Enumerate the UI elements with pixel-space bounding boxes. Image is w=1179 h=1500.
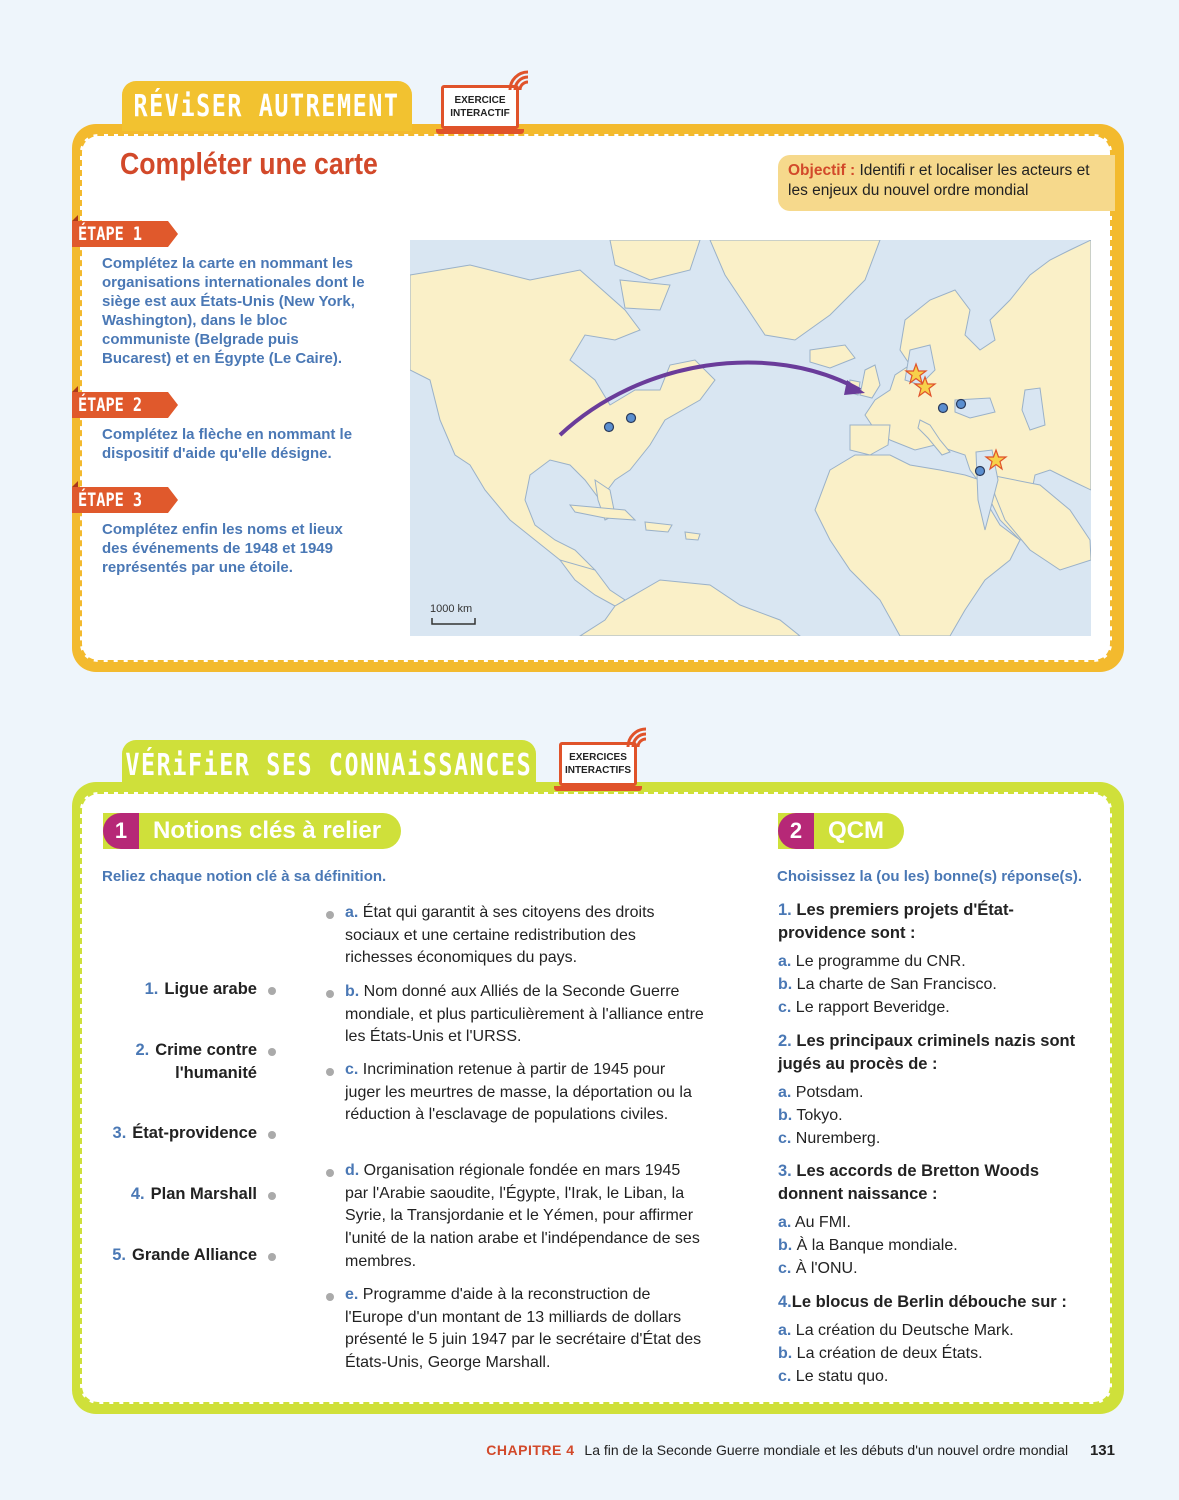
footer-title: La fin de la Seconde Guerre mondiale et les débuts d'un nouvel ordre mondial	[584, 1442, 1069, 1458]
objective-label: Objectif :	[788, 162, 856, 179]
definition-a: a. État qui garantit à ses citoyens des droits sociaux et une certaine redistribution des richesses économiques du pays.	[345, 904, 655, 967]
notion-4-dot[interactable]	[268, 1192, 276, 1200]
qcm-q3-answer-c[interactable]: c. À l'ONU.	[778, 1260, 858, 1277]
exercise-1-instruction: Reliez chaque notion clé à sa définition.	[102, 868, 387, 885]
qcm-q2-answer-a[interactable]: a. Potsdam.	[778, 1084, 864, 1101]
qcm-q2-answer-b[interactable]: b. Tokyo.	[778, 1107, 843, 1124]
scale-label: 1000 km	[430, 603, 473, 615]
world-map[interactable]	[410, 240, 1091, 636]
notion-3-dot[interactable]	[268, 1131, 276, 1139]
qcm-question-1: 1. Les premiers projets d'État-providence sont :	[778, 901, 1014, 942]
qcm-q3-answer-a[interactable]: a. Au FMI.	[778, 1214, 851, 1231]
objective-box	[778, 155, 1115, 211]
qcm-q2-answer-c[interactable]: c. Nuremberg.	[778, 1130, 881, 1147]
map-svg	[410, 240, 1091, 636]
interactive-exercise-label: EXERCICE INTERACTIF	[450, 95, 510, 119]
exercise-1-title: Notions clés à relier	[153, 817, 382, 844]
qcm-q4-answer-a[interactable]: a. La création du Deutsche Mark.	[778, 1322, 1014, 1339]
washington-marker[interactable]	[605, 423, 614, 432]
verify-tab-title: VÉRiFiER SES CONNAiSSANCES	[125, 747, 533, 783]
notion-4: 4. Plan Marshall	[130, 1185, 257, 1203]
exercise-2-number: 2	[778, 813, 814, 849]
cairo-marker[interactable]	[976, 467, 985, 476]
revise-tab	[122, 81, 412, 131]
exercise-2-title: QCM	[828, 817, 884, 844]
exercise-2-header	[778, 813, 904, 849]
notion-5-dot[interactable]	[268, 1253, 276, 1261]
qcm-q4-answer-b[interactable]: b. La création de deux États.	[778, 1345, 983, 1362]
wifi-icon	[624, 725, 650, 751]
exercise-2-instruction: Choisissez la (ou les) bonne(s) réponse(s).	[777, 868, 1083, 885]
definition-d: d. Organisation régionale fondée en mars 1945 par l'Arabie saoudite, l'Égypte, l'Irak, le Liban, la Syrie, la Transjordanie et le Yémen, pour affirmer l'unité de la nation arabe et l'indépendance de ses membres.	[345, 1162, 700, 1270]
new-york-marker[interactable]	[627, 414, 636, 423]
revise-tab-title: RÉViSER AUTREMENT	[133, 88, 401, 124]
page-footer	[486, 1442, 1115, 1459]
qcm-q1-answer-b[interactable]: b. La charte de San Francisco.	[778, 976, 997, 993]
objective-text: Identifi r et localiser les acteurs et les enjeux du nouvel ordre mondial	[788, 162, 1090, 199]
footer-chapter: CHAPITRE 4	[486, 1442, 575, 1458]
wifi-icon	[506, 68, 532, 94]
step-1-text: Complétez la carte en nommant les organisations internationales dont le siège est aux États-Unis (New York, Washington), dans le bloc communiste (Belgrade puis Bucarest) et en Égypte (Le Caire).	[102, 255, 365, 367]
definition-d-dot[interactable]	[326, 1169, 334, 1177]
notion-1: 1. Ligue arabe	[144, 980, 257, 998]
exercise-1-header	[103, 813, 401, 849]
notion-2-dot[interactable]	[268, 1048, 276, 1056]
qcm-q1-answer-a[interactable]: a. Le programme du CNR.	[778, 953, 966, 970]
notion-1-dot[interactable]	[268, 987, 276, 995]
notion-3: 3. État-providence	[112, 1124, 257, 1142]
qcm-question-3: 3. Les accords de Bretton Woods donnent naissance :	[778, 1162, 1040, 1203]
definition-e: e. Programme d'aide à la reconstruction de l'Europe d'un montant de 13 milliards de dollars présenté le 5 juin 1947 par le secrétaire d'État des États-Unis, George Marshall.	[345, 1286, 702, 1372]
definition-e-dot[interactable]	[326, 1293, 334, 1301]
definition-c: c. Incrimination retenue à partir de 1945 pour juger les meurtres de masse, la déportation ou la réduction à l'esclavage de populations civiles.	[345, 1061, 692, 1124]
exercise-1-number: 1	[103, 813, 139, 849]
belgrade-marker[interactable]	[939, 404, 948, 413]
step-1-label: ÉTAPE 1	[72, 221, 168, 247]
notion-2: 2. Crime contre l'humanité	[135, 1041, 257, 1082]
verify-tab	[122, 740, 536, 790]
qcm-question-2: 2. Les principaux criminels nazis sont jugés au procès de :	[778, 1032, 1076, 1073]
section-title: Compléter une carte	[120, 146, 378, 181]
definition-b: b. Nom donné aux Alliés de la Seconde Guerre mondiale, et plus particulièrement à l'alliance entre les États-Unis et l'URSS.	[345, 983, 704, 1046]
qcm-q1-answer-c[interactable]: c. Le rapport Beveridge.	[778, 999, 950, 1016]
definition-b-dot[interactable]	[326, 990, 334, 998]
qcm-q3-answer-b[interactable]: b. À la Banque mondiale.	[778, 1237, 958, 1254]
step-3-label: ÉTAPE 3	[72, 487, 168, 513]
definition-a-dot[interactable]	[326, 911, 334, 919]
interactive-exercises-label: EXERCICES INTERACTIFS	[564, 752, 632, 776]
qcm-question-4: 4.Le blocus de Berlin débouche sur :	[778, 1293, 1067, 1311]
step-2-text: Complétez la flèche en nommant le dispositif d'aide qu'elle désigne.	[102, 426, 353, 462]
page-number: 131	[1089, 1442, 1115, 1459]
definition-c-dot[interactable]	[326, 1068, 334, 1076]
interactive-exercise-button[interactable]	[441, 85, 519, 129]
step-2-label: ÉTAPE 2	[72, 392, 168, 418]
interactive-exercises-button[interactable]	[559, 742, 637, 786]
qcm-q4-answer-c[interactable]: c. Le statu quo.	[778, 1368, 889, 1385]
notion-5: 5. Grande Alliance	[112, 1246, 257, 1264]
step-3-text: Complétez enfin les noms et lieux des événements de 1948 et 1949 représentés par une étoile.	[102, 521, 343, 576]
bucarest-marker[interactable]	[957, 400, 966, 409]
